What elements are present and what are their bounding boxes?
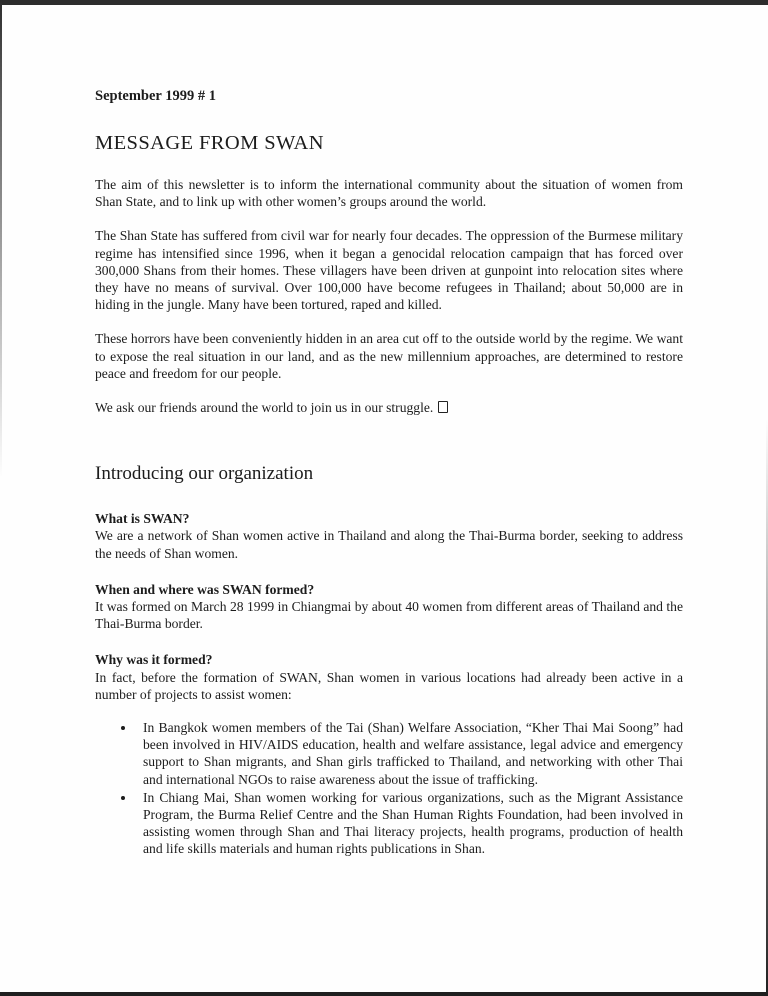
- page-title: MESSAGE FROM SWAN: [95, 132, 324, 154]
- list-item: [121, 719, 683, 788]
- qa-block-when-where-formed: [95, 581, 683, 633]
- answer-paragraph: In fact, before the formation of SWAN, Shan women in various locations had already been active in a number of projects to assist women:: [95, 669, 683, 702]
- list-item: [121, 789, 683, 858]
- intro-paragraph-2: The Shan State has suffered from civil war for nearly four decades. The oppression of the Burmese military regime has intensified since 1996, when it began a genocidal relocation campaign that has forced over 300,000 Shans from their homes. These villagers have been driven at gunpoint into relocation sites where they have no means of survival. Over 100,000 have become refugees in Thailand; about 50,000 are in hiding in the jungle. Many have been tortured, raped and killed.: [95, 228, 683, 313]
- list-item-text: In Chiang Mai, Shan women working for various organizations, such as the Migrant Assistance Program, the Burma Relief Centre and the Shan Human Rights Foundation, had been involved in assisting women through Shan and Thai literacy projects, health programs, production of health and life skills materials and human rights publications in Shan.: [143, 789, 683, 857]
- projects-list: [95, 719, 683, 858]
- end-of-article-square-icon: [438, 401, 448, 413]
- scan-edge-left: [0, 0, 2, 996]
- scan-edge-top: [0, 0, 768, 5]
- question-heading: What is SWAN?: [95, 511, 190, 527]
- qa-block-why-formed: [95, 651, 683, 703]
- issue-line: September 1999 # 1: [95, 88, 216, 104]
- scan-edge-bottom: [0, 992, 768, 996]
- intro-paragraph-3: These horrors have been conveniently hidden in an area cut off to the outside world by the regime. We want to expose the real situation in our land, and as the new millennium approaches, are determined to restore peace and freedom for our people.: [95, 331, 683, 381]
- question-heading: Why was it formed?: [95, 652, 213, 668]
- closing-line: [95, 399, 683, 416]
- answer-paragraph: It was formed on March 28 1999 in Chiangmai by about 40 women from different areas of Thailand and the Thai-Burma border.: [95, 599, 683, 632]
- answer-paragraph: We are a network of Shan women active in Thailand and along the Thai-Burma border, seeking to address the needs of Shan women.: [95, 528, 683, 561]
- bullet-icon: [121, 796, 125, 800]
- qa-block-what-is-swan: [95, 510, 683, 562]
- list-item-text: In Bangkok women members of the Tai (Shan) Welfare Association, “Kher Thai Mai Soong” had been involved in HIV/AIDS education, health and welfare assistance, legal advice and emergency support to Shan migrants, and Shan girls trafficked to Thailand, and networking with other Thai and international NGOs to raise awareness about the issue of trafficking.: [143, 720, 683, 787]
- bullet-icon: [121, 726, 125, 730]
- question-heading: When and where was SWAN formed?: [95, 581, 315, 597]
- closing-line-text: We ask our friends around the world to join us in our struggle.: [95, 400, 434, 416]
- section-heading: Introducing our organization: [95, 463, 314, 485]
- page-content: [95, 88, 683, 859]
- intro-paragraph-1: The aim of this newsletter is to inform the international community about the situation of women from Shan State, and to link up with other women’s groups around the world.: [95, 177, 683, 210]
